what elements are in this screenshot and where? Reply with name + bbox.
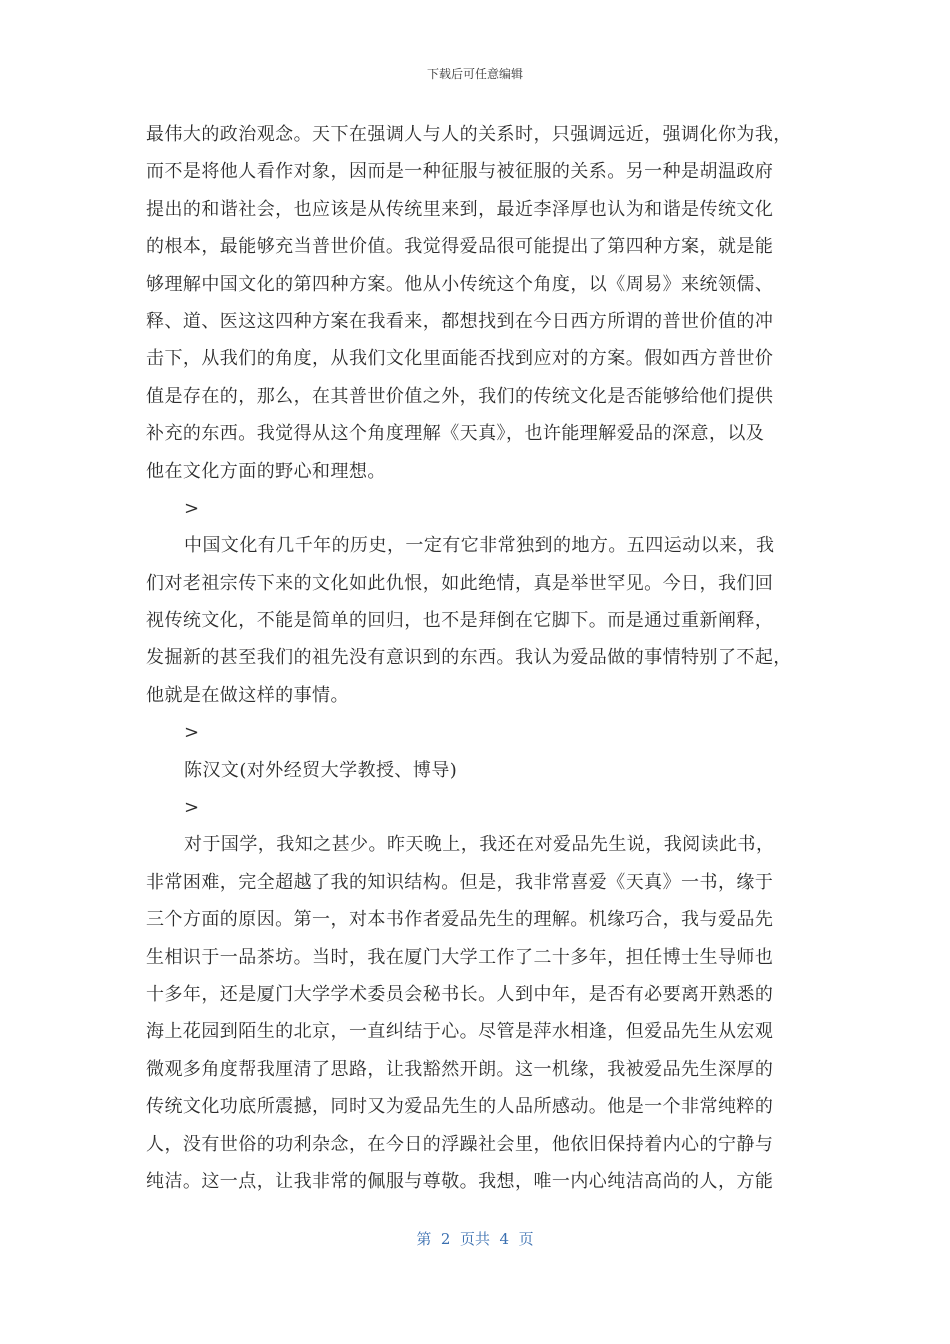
separator-mark: > (184, 797, 200, 819)
text-line: 击下，从我们的角度，从我们文化里面能否找到应对的方案。假如西方普世价 (146, 348, 774, 370)
text-line: 生相识于一品茶坊。当时，我在厦门大学工作了二十多年，担任博士生导师也 (146, 946, 774, 968)
text-line: 传统文化功底所震撼，同时又为爱品先生的人品所感动。他是一个非常纯粹的 (146, 1096, 774, 1118)
text-line: 发掘新的甚至我们的祖先没有意识到的东西。我认为爱品做的事情特别了不起， (146, 647, 792, 669)
text-line: 十多年，还是厦门大学学术委员会秘书长。人到中年，是否有必要离开熟悉的 (146, 983, 774, 1005)
speaker-heading: 陈汉文(对外经贸大学教授、博导) (184, 759, 458, 781)
text-line: 微观多角度帮我厘清了思路，让我豁然开朗。这一机缘，我被爱品先生深厚的 (146, 1058, 774, 1080)
text-line: 提出的和谐社会，也应该是从传统里来到，最近李泽厚也认为和谐是传统文化 (146, 198, 774, 220)
separator-mark: > (184, 497, 200, 519)
text-line: 纯洁。这一点，让我非常的佩服与尊敬。我想，唯一内心纯洁高尚的人，方能 (146, 1170, 774, 1192)
page-number-footer: 第 2 页共 4 页 (416, 1230, 534, 1248)
text-line: 中国文化有几千年的历史，一定有它非常独到的地方。五四运动以来，我 (184, 535, 775, 557)
text-line: 他就是在做这样的事情。 (146, 684, 349, 706)
text-line: 的根本，最能够充当普世价值。我觉得爱品很可能提出了第四种方案，就是能 (146, 236, 774, 258)
text-line: 们对老祖宗传下来的文化如此仇恨，如此绝情，真是举世罕见。今日，我们回 (146, 572, 774, 594)
text-line: 最伟大的政治观念。天下在强调人与人的关系时，只强调远近，强调化你为我， (146, 124, 792, 145)
text-line: 对于国学，我知之甚少。昨天晚上，我还在对爱品先生说，我阅读此书， (184, 834, 775, 856)
text-line: 视传统文化，不能是简单的回归，也不是拜倒在它脚下。而是通过重新阐释， (146, 610, 774, 632)
document-body (146, 116, 806, 1200)
text-line: 非常困难，完全超越了我的知识结构。但是，我非常喜爱《天真》一书，缘于 (146, 871, 774, 893)
text-line: 补充的东西。我觉得从这个角度理解《天真》，也许能理解爱品的深意，以及 (146, 423, 765, 445)
separator-mark: > (184, 722, 200, 744)
text-line: 而不是将他人看作对象，因而是一种征服与被征服的关系。另一种是胡温政府 (146, 161, 774, 183)
text-line: 释、道、医这这四种方案在我看来，都想找到在今日西方所谓的普世价值的冲 (146, 310, 774, 332)
page-header: 下载后可任意编辑 (426, 67, 523, 81)
text-line: 三个方面的原因。第一，对本书作者爱品先生的理解。机缘巧合，我与爱品先 (146, 909, 774, 931)
text-line: 人，没有世俗的功利杂念，在今日的浮躁社会里，他依旧保持着内心的宁静与 (146, 1133, 774, 1155)
text-line: 海上花园到陌生的北京，一直纠结于心。尽管是萍水相逢，但爱品先生从宏观 (146, 1021, 774, 1043)
text-line: 够理解中国文化的第四种方案。他从小传统这个角度，以《周易》来统领儒、 (146, 273, 774, 295)
text-line: 值是存在的，那么，在其普世价值之外，我们的传统文化是否能够给他们提供 (146, 385, 774, 407)
text-line: 他在文化方面的野心和理想。 (146, 460, 386, 482)
